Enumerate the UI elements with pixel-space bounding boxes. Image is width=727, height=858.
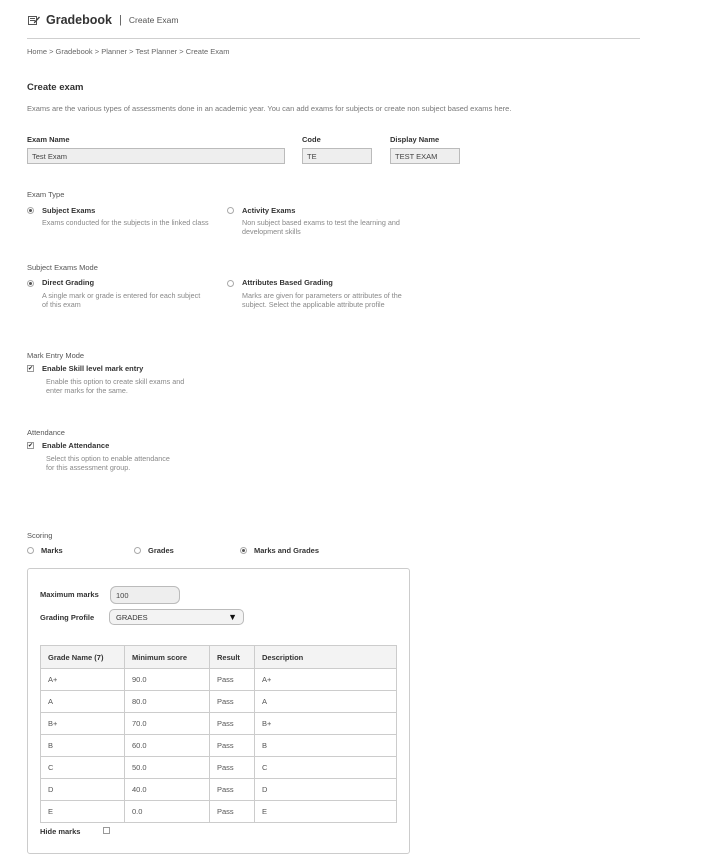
skill-mark-entry-title[interactable]: Enable Skill level mark entry <box>42 364 144 373</box>
description-cell: B <box>255 735 397 757</box>
scoring-grades-radio[interactable] <box>134 547 141 554</box>
display-name-input[interactable] <box>390 148 460 164</box>
col-grade-name: Grade Name (7) <box>41 646 125 669</box>
description-cell: A+ <box>255 669 397 691</box>
scoring-label: Scoring <box>27 531 53 540</box>
caret-down-icon: ▼ <box>228 612 237 622</box>
attendance-title[interactable]: Enable Attendance <box>42 441 110 450</box>
exam-name-label: Exam Name <box>27 135 70 144</box>
result-cell: Pass <box>210 779 255 801</box>
scoring-marks-grades-label[interactable]: Marks and Grades <box>254 546 320 555</box>
grade-name-cell: B <box>41 735 125 757</box>
col-result: Result <box>210 646 255 669</box>
direct-grading-radio[interactable] <box>27 280 34 287</box>
skill-mark-entry-desc: Enable this option to create skill exams and enter marks for the same. <box>46 377 185 395</box>
subject-mode-label: Subject Exams Mode <box>27 263 98 272</box>
subject-exams-title[interactable]: Subject Exams <box>42 206 96 215</box>
grade-name-cell: A+ <box>41 669 125 691</box>
grade-name-cell: C <box>41 757 125 779</box>
table-row <box>41 801 397 823</box>
result-cell: Pass <box>210 669 255 691</box>
grade-name-cell: A <box>41 691 125 713</box>
activity-exams-title[interactable]: Activity Exams <box>242 206 296 215</box>
app-title[interactable]: Gradebook <box>46 13 112 27</box>
description-cell: E <box>255 801 397 823</box>
max-marks-label: Maximum marks <box>40 590 99 599</box>
min-score-cell: 50.0 <box>125 757 210 779</box>
mark-entry-label: Mark Entry Mode <box>27 351 85 360</box>
activity-exams-desc: Non subject based exams to test the learning and development skills <box>242 218 400 236</box>
attendance-desc: Select this option to enable attendance for this assessment group. <box>46 454 170 472</box>
grades-table <box>40 645 397 823</box>
exam-name-input[interactable] <box>27 148 285 164</box>
result-cell: Pass <box>210 691 255 713</box>
skill-mark-entry-checkbox[interactable]: ✔ <box>27 365 34 372</box>
min-score-cell: 40.0 <box>125 779 210 801</box>
col-description: Description <box>255 646 397 669</box>
min-score-cell: 90.0 <box>125 669 210 691</box>
description-cell: C <box>255 757 397 779</box>
table-row <box>41 713 397 735</box>
table-row <box>41 757 397 779</box>
result-cell: Pass <box>210 713 255 735</box>
attendance-label: Attendance <box>27 428 65 437</box>
header-separator: | <box>119 14 122 26</box>
grading-profile-value: GRADES <box>116 612 148 622</box>
description-cell: B+ <box>255 713 397 735</box>
grades-table-header <box>41 646 397 669</box>
result-cell: Pass <box>210 801 255 823</box>
col-minimum-score: Minimum score <box>125 646 210 669</box>
grading-profile-label: Grading Profile <box>40 613 95 622</box>
scoring-marks-label[interactable]: Marks <box>41 546 63 555</box>
page-title: Create exam <box>27 82 84 93</box>
page-intro: Exams are the various types of assessments done in an academic year. You can add exams for subjects or create non subject based exams here. <box>27 104 512 113</box>
gradebook-edit-icon <box>28 15 40 25</box>
description-cell: A <box>255 691 397 713</box>
app-header <box>28 10 178 30</box>
hide-marks-label: Hide marks <box>40 827 81 836</box>
min-score-cell: 60.0 <box>125 735 210 757</box>
scoring-grades-label[interactable]: Grades <box>148 546 174 555</box>
breadcrumb[interactable]: Home > Gradebook > Planner > Test Planner > Create Exam <box>27 47 230 56</box>
table-row <box>41 735 397 757</box>
grade-name-cell: E <box>41 801 125 823</box>
header-subtitle: Create Exam <box>128 15 179 25</box>
min-score-cell: 70.0 <box>125 713 210 735</box>
min-score-cell: 80.0 <box>125 691 210 713</box>
attributes-grading-title[interactable]: Attributes Based Grading <box>242 278 333 287</box>
code-input[interactable] <box>302 148 372 164</box>
min-score-cell: 0.0 <box>125 801 210 823</box>
subject-exams-desc: Exams conducted for the subjects in the linked class <box>42 218 209 227</box>
direct-grading-title[interactable]: Direct Grading <box>42 278 95 287</box>
table-row <box>41 691 397 713</box>
subject-exams-radio[interactable] <box>27 207 34 214</box>
result-cell: Pass <box>210 735 255 757</box>
result-cell: Pass <box>210 757 255 779</box>
hide-marks-checkbox[interactable] <box>103 827 110 834</box>
attendance-checkbox[interactable]: ✔ <box>27 442 34 449</box>
attributes-grading-desc: Marks are given for parameters or attributes of the subject. Select the applicable attribute profile <box>242 291 402 309</box>
max-marks-input[interactable] <box>110 586 180 604</box>
scoring-marks-grades-radio[interactable] <box>240 547 247 554</box>
scoring-marks-radio[interactable] <box>27 547 34 554</box>
code-label: Code <box>302 135 321 144</box>
grade-name-cell: B+ <box>41 713 125 735</box>
header-divider <box>27 38 640 39</box>
grade-name-cell: D <box>41 779 125 801</box>
activity-exams-radio[interactable] <box>227 207 234 214</box>
direct-grading-desc: A single mark or grade is entered for each subject of this exam <box>42 291 201 309</box>
display-name-label: Display Name <box>390 135 440 144</box>
exam-type-label: Exam Type <box>27 190 65 199</box>
grading-profile-select[interactable] <box>109 609 244 625</box>
attributes-grading-radio[interactable] <box>227 280 234 287</box>
table-row <box>41 669 397 691</box>
description-cell: D <box>255 779 397 801</box>
table-row <box>41 779 397 801</box>
